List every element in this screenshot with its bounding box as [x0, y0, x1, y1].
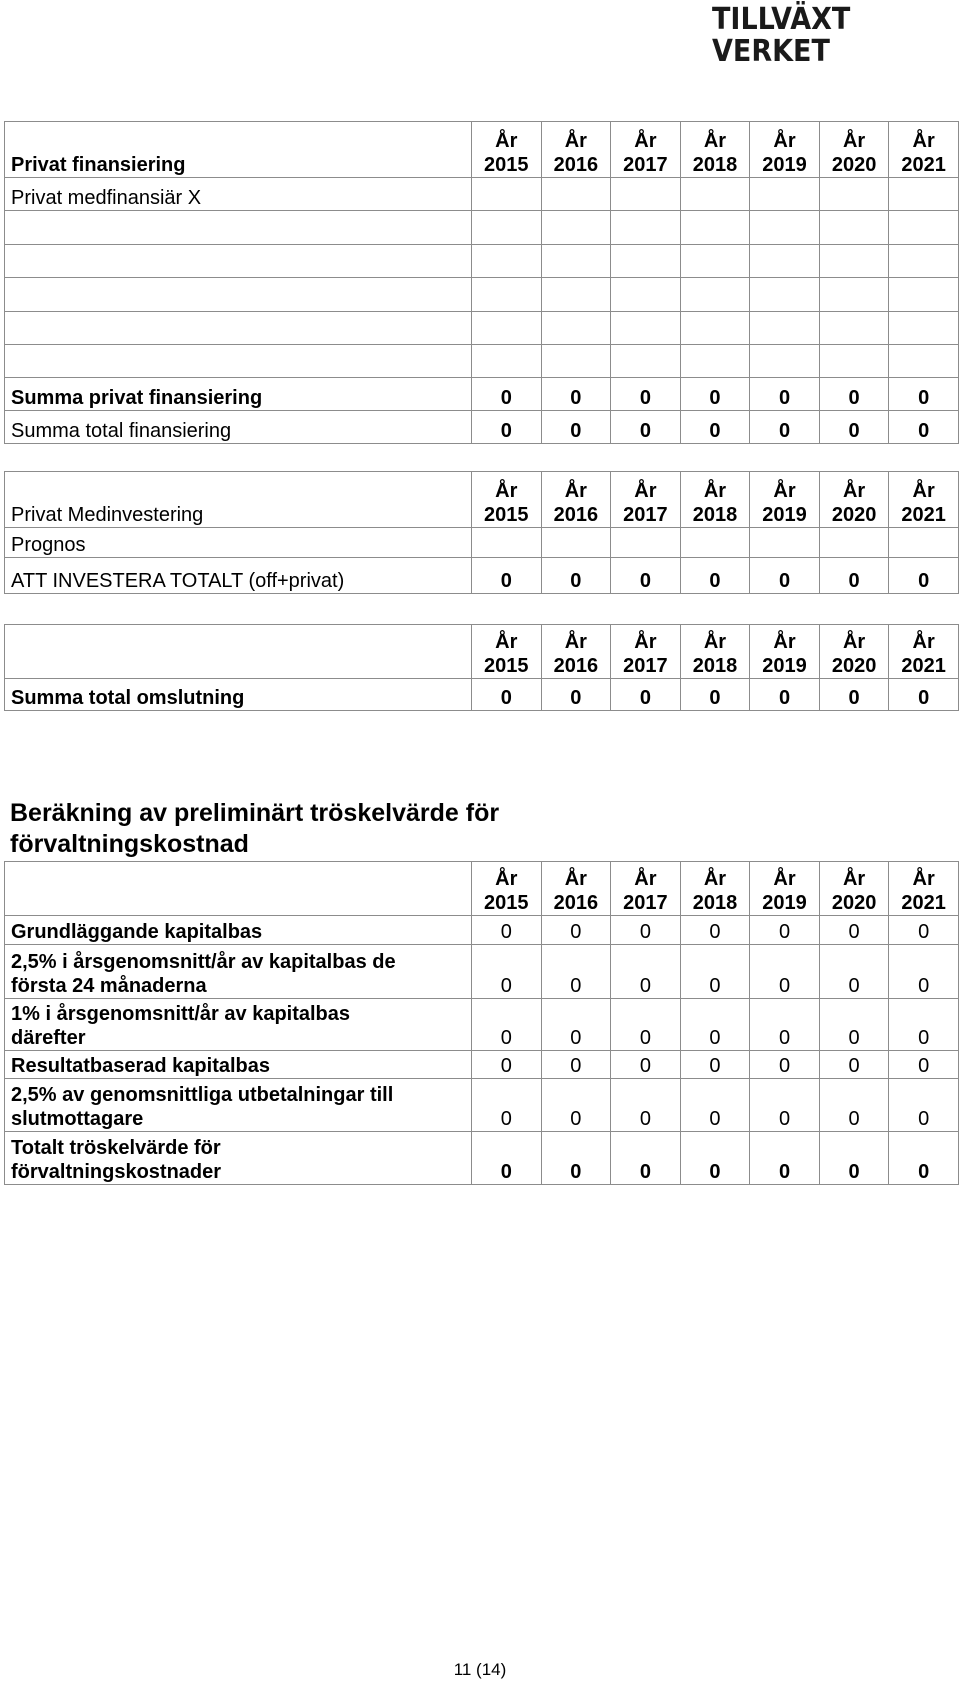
table-row	[5, 945, 959, 999]
year-header: År 2017	[611, 862, 681, 916]
total-turnover-table	[4, 624, 959, 711]
value-cell: 0	[750, 945, 820, 999]
value-cell: 0	[680, 1051, 750, 1079]
table-cell[interactable]	[819, 211, 889, 245]
table-cell[interactable]	[680, 312, 750, 345]
year-header: År 2016	[541, 472, 611, 528]
value-cell: 0	[680, 945, 750, 999]
value-cell: 0	[541, 558, 611, 594]
value-cell: 0	[611, 411, 681, 444]
table-cell[interactable]	[5, 345, 472, 378]
table-cell[interactable]	[472, 345, 542, 378]
table-cell[interactable]	[472, 312, 542, 345]
private-coinvestment-table	[4, 471, 959, 594]
value-cell: 0	[680, 999, 750, 1051]
value-cell: 0	[611, 945, 681, 999]
value-cell: 0	[819, 679, 889, 711]
row-label: Summa total finansiering	[5, 411, 472, 444]
value-cell: 0	[472, 1051, 542, 1079]
value-cell: 0	[750, 999, 820, 1051]
value-cell: 0	[611, 679, 681, 711]
value-cell: 0	[541, 916, 611, 945]
prognos-row	[5, 528, 959, 558]
value-cell: 0	[750, 679, 820, 711]
table-cell[interactable]	[680, 245, 750, 278]
table-header-label: Privat Medinvestering	[5, 472, 472, 528]
year-header: År 2016	[541, 862, 611, 916]
turnover-total-row	[5, 679, 959, 711]
value-cell: 0	[680, 916, 750, 945]
table-cell[interactable]	[5, 211, 472, 245]
table-cell[interactable]	[819, 278, 889, 312]
row-label: 2,5% i årsgenomsnitt/år av kapitalbas de första 24 månaderna	[5, 945, 472, 999]
table-header-row	[5, 625, 959, 679]
row-label: Grundläggande kapitalbas	[5, 916, 472, 945]
table-cell[interactable]	[889, 278, 959, 312]
value-cell: 0	[889, 558, 959, 594]
table-cell[interactable]	[750, 528, 820, 558]
table-row	[5, 999, 959, 1051]
value-cell: 0	[611, 1051, 681, 1079]
value-cell: 0	[680, 411, 750, 444]
value-cell: 0	[611, 378, 681, 411]
table-cell[interactable]	[541, 345, 611, 378]
value-cell: 0	[472, 916, 542, 945]
sum-private-row	[5, 378, 959, 411]
table-cell[interactable]	[611, 278, 681, 312]
value-cell: 0	[819, 999, 889, 1051]
logo-line-2: VERKET	[712, 34, 830, 69]
table-row	[5, 245, 959, 278]
value-cell: 0	[819, 916, 889, 945]
row-label: Summa total omslutning	[5, 679, 472, 711]
value-cell: 0	[680, 1132, 750, 1185]
year-header: År 2015	[472, 472, 542, 528]
row-label: Resultatbaserad kapitalbas	[5, 1051, 472, 1079]
table-cell[interactable]	[472, 245, 542, 278]
table-cell[interactable]	[472, 278, 542, 312]
table-cell[interactable]	[819, 178, 889, 211]
table-cell[interactable]	[680, 345, 750, 378]
table-cell[interactable]	[472, 211, 542, 245]
value-cell: 0	[611, 916, 681, 945]
year-header: År 2015	[472, 122, 542, 178]
year-header: År 2017	[611, 122, 681, 178]
table-row	[5, 1132, 959, 1185]
value-cell: 0	[541, 999, 611, 1051]
value-cell: 0	[819, 558, 889, 594]
value-cell: 0	[819, 1079, 889, 1132]
year-header: År 2015	[472, 625, 542, 679]
table-row	[5, 916, 959, 945]
table-cell[interactable]	[750, 278, 820, 312]
value-cell: 0	[889, 999, 959, 1051]
table-cell[interactable]	[819, 312, 889, 345]
value-cell: 0	[889, 916, 959, 945]
table-cell[interactable]	[819, 345, 889, 378]
private-financing-table	[4, 121, 959, 444]
table-cell[interactable]	[611, 178, 681, 211]
value-cell: 0	[819, 1132, 889, 1185]
year-header: År 2021	[889, 862, 959, 916]
table-cell[interactable]	[750, 345, 820, 378]
invest-total-row	[5, 558, 959, 594]
row-label: 2,5% av genomsnittliga utbetalningar till slutmottagare	[5, 1079, 472, 1132]
table-header-label: Privat finansiering	[5, 122, 472, 178]
year-header: År 2018	[680, 122, 750, 178]
year-header: År 2021	[889, 472, 959, 528]
value-cell: 0	[472, 679, 542, 711]
value-cell: 0	[541, 679, 611, 711]
table-cell[interactable]	[541, 211, 611, 245]
value-cell: 0	[750, 558, 820, 594]
table-header-row	[5, 122, 959, 178]
year-header: År 2016	[541, 122, 611, 178]
table-cell[interactable]	[611, 345, 681, 378]
value-cell: 0	[750, 1079, 820, 1132]
value-cell: 0	[611, 1132, 681, 1185]
table-cell[interactable]	[680, 528, 750, 558]
year-header: År 2021	[889, 122, 959, 178]
value-cell: 0	[472, 1079, 542, 1132]
table-cell[interactable]	[680, 178, 750, 211]
year-header: År 2018	[680, 625, 750, 679]
year-header: År 2015	[472, 862, 542, 916]
table-row	[5, 211, 959, 245]
table-cell[interactable]	[680, 211, 750, 245]
table-cell[interactable]	[889, 211, 959, 245]
table-cell[interactable]	[472, 528, 542, 558]
value-cell: 0	[750, 1132, 820, 1185]
year-header: År 2019	[750, 122, 820, 178]
table-header-row	[5, 472, 959, 528]
table-row	[5, 1051, 959, 1079]
value-cell: 0	[541, 945, 611, 999]
value-cell: 0	[750, 411, 820, 444]
table-cell[interactable]	[750, 178, 820, 211]
year-header: År 2019	[750, 862, 820, 916]
value-cell: 0	[750, 1051, 820, 1079]
value-cell: 0	[889, 1051, 959, 1079]
value-cell: 0	[472, 558, 542, 594]
table-cell[interactable]	[541, 312, 611, 345]
table-cell[interactable]	[611, 528, 681, 558]
value-cell: 0	[819, 945, 889, 999]
table-row	[5, 345, 959, 378]
table-cell[interactable]	[541, 278, 611, 312]
value-cell: 0	[472, 945, 542, 999]
value-cell: 0	[819, 378, 889, 411]
section-title-line-2: förvaltningskostnad	[10, 830, 249, 858]
year-header: År 2020	[819, 122, 889, 178]
table-header-row	[5, 862, 959, 916]
year-header: År 2017	[611, 472, 681, 528]
year-header: År 2021	[889, 625, 959, 679]
value-cell: 0	[472, 411, 542, 444]
row-label: Summa privat finansiering	[5, 378, 472, 411]
table-row	[5, 278, 959, 312]
table-cell[interactable]	[611, 312, 681, 345]
value-cell: 0	[680, 1079, 750, 1132]
year-header: År 2020	[819, 862, 889, 916]
year-header: År 2018	[680, 862, 750, 916]
table-header-label	[5, 625, 472, 679]
value-cell: 0	[819, 411, 889, 444]
value-cell: 0	[889, 945, 959, 999]
year-header: År 2020	[819, 472, 889, 528]
value-cell: 0	[472, 999, 542, 1051]
section-title	[10, 798, 570, 860]
value-cell: 0	[611, 1079, 681, 1132]
value-cell: 0	[750, 378, 820, 411]
table-cell[interactable]	[819, 245, 889, 278]
table-cell[interactable]	[889, 312, 959, 345]
year-header: År 2019	[750, 472, 820, 528]
table-row	[5, 178, 959, 211]
table-cell[interactable]	[889, 178, 959, 211]
table-header-label	[5, 862, 472, 916]
row-label: ATT INVESTERA TOTALT (off+privat)	[5, 558, 472, 594]
year-header: År 2020	[819, 625, 889, 679]
row-label: 1% i årsgenomsnitt/år av kapitalbas därefter	[5, 999, 472, 1051]
year-header: År 2018	[680, 472, 750, 528]
table-cell[interactable]	[750, 245, 820, 278]
value-cell: 0	[541, 1132, 611, 1185]
table-cell[interactable]	[680, 278, 750, 312]
tillvaxtverket-logo	[712, 4, 872, 68]
table-cell[interactable]	[889, 245, 959, 278]
table-cell[interactable]	[5, 245, 472, 278]
value-cell: 0	[889, 411, 959, 444]
value-cell: 0	[750, 916, 820, 945]
value-cell: 0	[541, 1051, 611, 1079]
table-cell[interactable]	[750, 312, 820, 345]
logo-line-1: TILLVÄXT	[712, 2, 851, 37]
threshold-calculation-table	[4, 861, 959, 1185]
sum-total-row	[5, 411, 959, 444]
row-label: Privat medfinansiär X	[5, 178, 472, 211]
table-cell[interactable]	[541, 528, 611, 558]
value-cell: 0	[541, 411, 611, 444]
value-cell: 0	[889, 1132, 959, 1185]
table-cell[interactable]	[889, 528, 959, 558]
table-cell[interactable]	[541, 245, 611, 278]
value-cell: 0	[541, 378, 611, 411]
value-cell: 0	[889, 679, 959, 711]
value-cell: 0	[680, 558, 750, 594]
table-row	[5, 312, 959, 345]
row-label: Prognos	[5, 528, 472, 558]
table-cell[interactable]	[541, 178, 611, 211]
value-cell: 0	[680, 378, 750, 411]
table-cell[interactable]	[611, 211, 681, 245]
year-header: År 2016	[541, 625, 611, 679]
section-title-line-1: Beräkning av preliminärt tröskelvärde för	[10, 799, 500, 827]
value-cell: 0	[889, 1079, 959, 1132]
table-cell[interactable]	[5, 278, 472, 312]
table-cell[interactable]	[819, 528, 889, 558]
year-header: År 2019	[750, 625, 820, 679]
value-cell: 0	[472, 1132, 542, 1185]
value-cell: 0	[819, 1051, 889, 1079]
table-cell[interactable]	[472, 178, 542, 211]
table-cell[interactable]	[611, 245, 681, 278]
table-cell[interactable]	[889, 345, 959, 378]
value-cell: 0	[541, 1079, 611, 1132]
year-header: År 2017	[611, 625, 681, 679]
page-number: 11 (14)	[453, 1660, 507, 1679]
table-cell[interactable]	[5, 312, 472, 345]
value-cell: 0	[680, 679, 750, 711]
table-cell[interactable]	[750, 211, 820, 245]
value-cell: 0	[472, 378, 542, 411]
table-row	[5, 1079, 959, 1132]
value-cell: 0	[889, 378, 959, 411]
value-cell: 0	[611, 999, 681, 1051]
row-label: Totalt tröskelvärde för förvaltningskostnader	[5, 1132, 472, 1185]
value-cell: 0	[611, 558, 681, 594]
